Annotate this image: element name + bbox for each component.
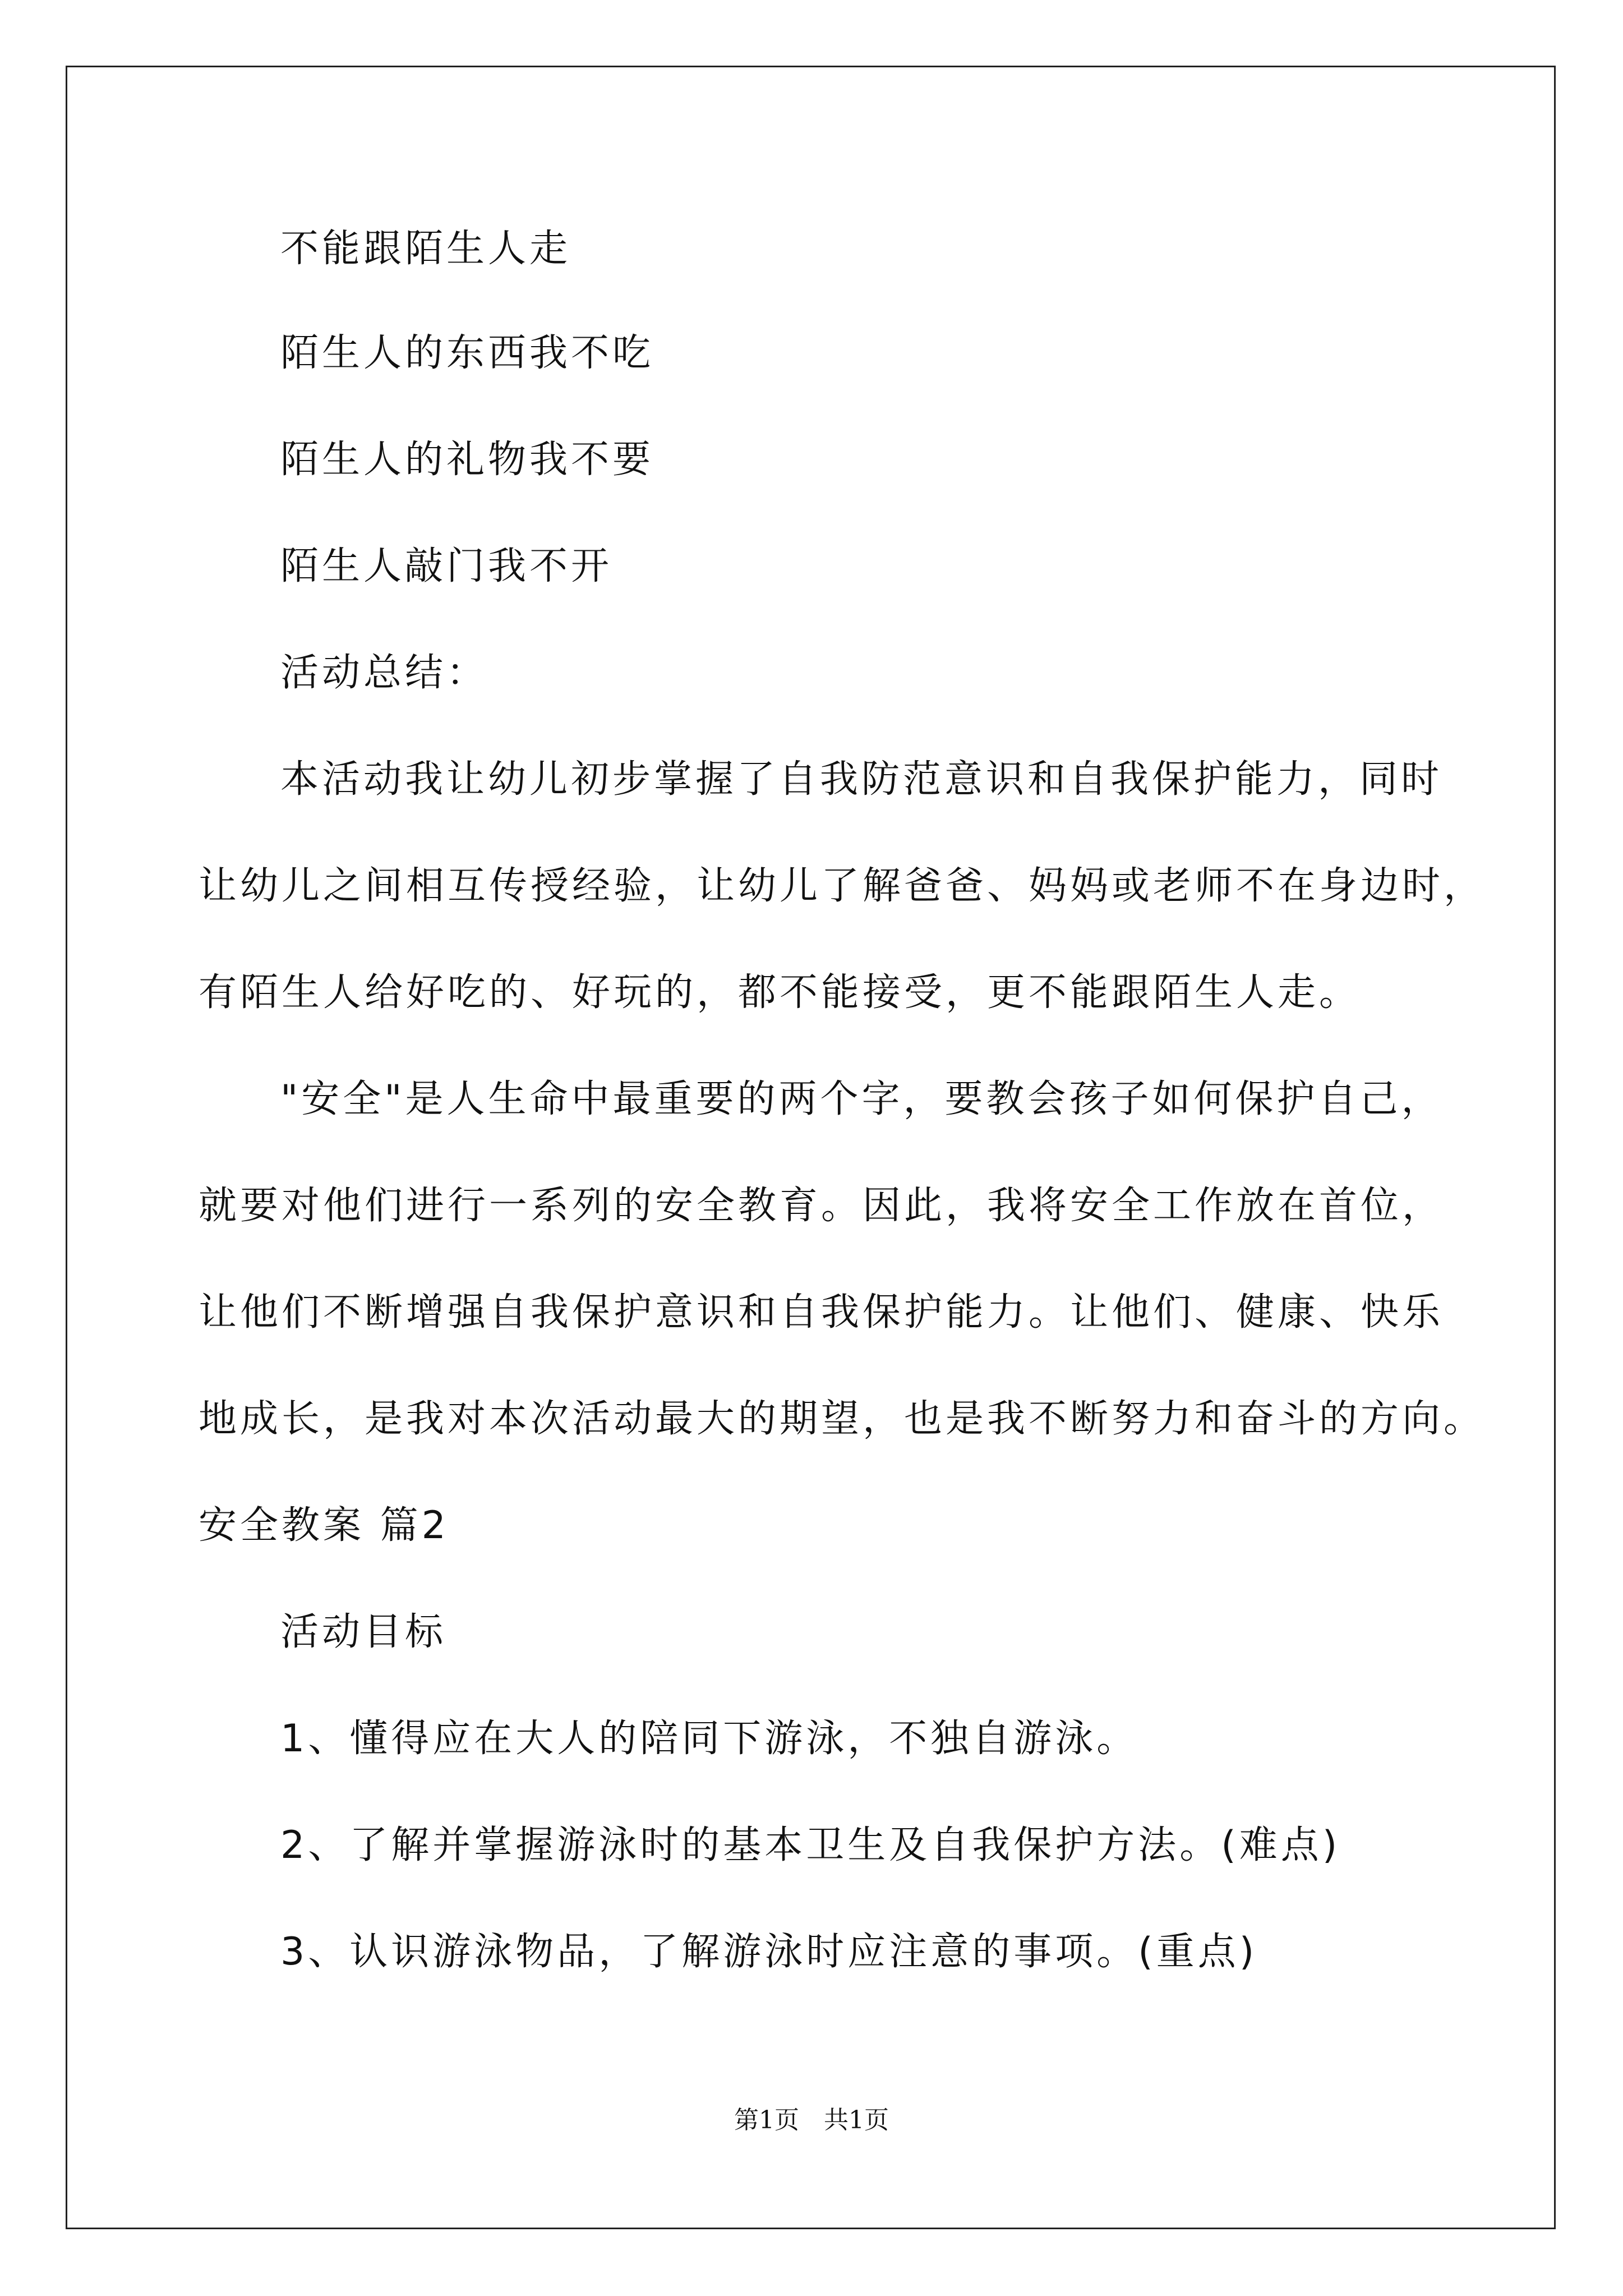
- page-footer: 第1页 共1页: [734, 2106, 889, 2134]
- paragraph-1-line-1: 本活动我让幼儿初步掌握了自我防范意识和自我保护能力，同时: [280, 757, 1443, 802]
- text-line-3: 陌生人的礼物我不要: [280, 438, 654, 482]
- paragraph-2-line-2: 就要对他们进行一系列的安全教育。因此，我将安全工作放在首位，: [199, 1184, 1444, 1228]
- goal-item-1: 1、懂得应在大人的陪同下游泳，不独自游泳。: [280, 1717, 1138, 1761]
- text-line-1: 不能跟陌生人走: [280, 227, 571, 271]
- subheading-activity-goals: 活动目标: [280, 1610, 447, 1654]
- paragraph-2-line-1: "安全"是人生命中最重要的两个字，要教会孩子如何保护自己，: [280, 1077, 1443, 1121]
- goal-item-2: 2、了解并掌握游泳时的基本卫生及自我保护方法。(难点): [280, 1823, 1341, 1867]
- text-line-4: 陌生人敲门我不开: [280, 544, 613, 588]
- section-label-summary: 活动总结：: [280, 651, 488, 695]
- goal-item-3: 3、认识游泳物品，了解游泳时应注意的事项。(重点): [280, 1930, 1258, 1974]
- paragraph-2-line-4: 地成长，是我对本次活动最大的期望，也是我不断努力和奋斗的方向。: [199, 1397, 1486, 1441]
- paragraph-2-line-3: 让他们不断增强自我保护意识和自我保护能力。让他们、健康、快乐: [199, 1290, 1444, 1335]
- paragraph-1-line-2: 让幼儿之间相互传授经验，让幼儿了解爸爸、妈妈或老师不在身边时，: [199, 864, 1486, 908]
- paragraph-1-line-3: 有陌生人给好吃的、好玩的，都不能接受，更不能跟陌生人走。: [199, 970, 1361, 1015]
- page-border: [66, 66, 1556, 2229]
- section-heading: 安全教案 篇2: [199, 1503, 449, 1548]
- text-line-2: 陌生人的东西我不吃: [280, 331, 654, 375]
